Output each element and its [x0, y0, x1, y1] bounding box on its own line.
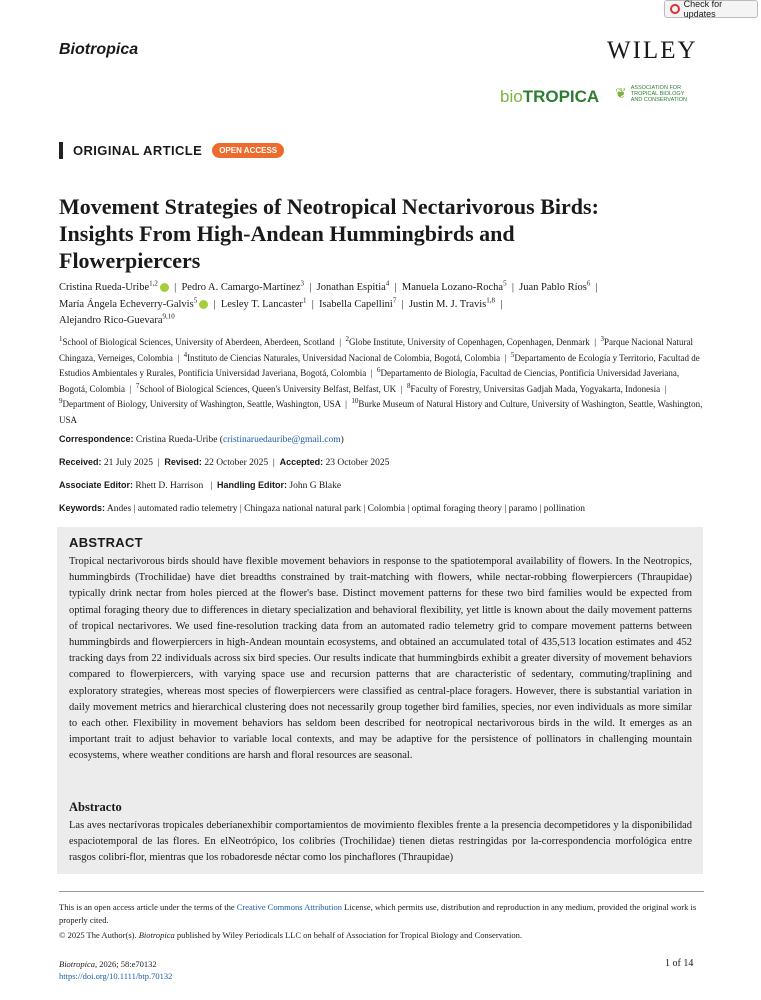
- crossmark-icon: [670, 4, 680, 14]
- atbc-text: ASSOCIATION FOR TROPICAL BIOLOGY AND CONSERVATION: [630, 85, 687, 103]
- copyright: © 2025 The Author(s). Biotropica published by Wiley Periodicals LLC on behalf of Association for Tropical Biology and Conservation.: [59, 930, 523, 940]
- footer-citation: Biotropica, 2026; 58:e70132 https://doi.org/10.1111/btp.70132: [59, 959, 173, 981]
- author[interactable]: Jonathan Espitia$^4$: [316, 279, 390, 293]
- orcid-icon[interactable]: [199, 300, 208, 309]
- abstract-text: Tropical nectarivorous birds should have flexible movement behaviors in response to the spatiotemporal availability of flowers. In the Neotropics, hummingbirds (Trochilidae) have diet breadths constrained by trait-matching with flowers, while nectar-robbing flowerpiercers (Thraupidae) typically drink nectar from holes pierced at the flower's base. Distinct movement patterns for these two bird families would be expected from optimal foraging theory due to differences in dietary specialization and behavioral flexibility, yet little is known about the daily movement patterns of tropical nectarivores. We used fine-resolution tracking data from an automated radio telemetry grid to compare movement patterns between hummingbirds and flowerpiercers in high-Andean mountain ecosystems, and obtained an accumulated total of 435,513 location estimates and 452 tracking days from 22 individuals across six bird species. Our results indicate that hummingbirds exhibit a greater diversity of movement behaviors compared to flowerpiercers, with varying space use and recursion patterns that are characteristic of sedentary, commuting/traplining and exploratory strategies, whereas most species of flowerpiercers were classified as central-place foragers. However, there is substantial variation in daily movement metrics and hierarchical clustering does not necessarily group together bird families, species, nor even individuals as more similar to each other. Flexibility in movement behaviors has seldom been described for neotropical nectarivorous birds in the wild. It emerges as an important trait to adjust behavior to variable local contexts, and may be adaptive for the persistence of pollinators in challenging mountain ecosystems, where weather conditions are harsh and floral resources are seasonal.: [69, 556, 692, 762]
- email-link[interactable]: cristinaruedauribe@gmail.com: [222, 435, 341, 445]
- abstract-heading: ABSTRACT: [69, 535, 143, 550]
- logo-bio: bio: [500, 87, 523, 106]
- footer-divider: [59, 891, 704, 892]
- biotropica-logo: [500, 87, 599, 107]
- orcid-icon[interactable]: [160, 283, 169, 292]
- abstracto-text: Las aves nectarívoras tropicales deberíanexhibir comportamientos de movimiento flexibles frente a la presencia decompetidores y la disponibilidad espaciotemporal de las flores. En elNeotrópico, los colibríes (Trochilidae) tienen dietas restringidas por la-correspondencia morfológica entre rasgos colibrí-flor, mientras que los robadoresde néctar como los pinchaflores (Thraupidae): [69, 820, 692, 864]
- author[interactable]: Lesley T. Lancaster$^1$: [220, 296, 307, 310]
- abstract-box: [57, 527, 703, 874]
- article-type-bar: [59, 142, 63, 159]
- author[interactable]: Cristina Rueda-Uribe$^{1,2}$: [59, 282, 169, 293]
- article-type-label: ORIGINAL ARTICLE: [73, 143, 203, 158]
- atbc-logo: [615, 85, 687, 103]
- cc-license-link[interactable]: Creative Commons Attribution: [236, 902, 343, 912]
- author[interactable]: María Ángela Echeverry-Galvis$^5$: [59, 299, 208, 310]
- author[interactable]: Isabella Capellini$^7$: [319, 296, 397, 310]
- author[interactable]: Manuela Lozano-Rocha$^5$: [401, 279, 507, 293]
- article-title: Movement Strategies of Neotropical Nectarivorous Birds: Insights From High-Andean Hummingbirds and Flowerpiercers: [59, 194, 599, 273]
- logo-tropica: TROPICA: [522, 87, 600, 106]
- article-type: [59, 142, 284, 159]
- correspondence: Correspondence: Cristina Rueda-Uribe (cristinaruedauribe@gmail.com): [59, 434, 344, 445]
- abstracto-heading: Abstracto: [69, 800, 122, 814]
- tree-icon: ❦: [615, 86, 627, 102]
- license-note: This is an open access article under the terms of the Creative Commons Attribution License, which permits use, distribution and reproduction in any medium, provided the original work is properly cited.: [59, 902, 697, 925]
- open-access-badge: OPEN ACCESS: [212, 143, 284, 158]
- publisher-logo: WILEY: [607, 37, 698, 64]
- journal-name: Biotropica: [59, 41, 139, 58]
- author[interactable]: Alejandro Rico-Guevara$^{9,10}$: [59, 312, 175, 326]
- page-number: 1 of 14: [665, 958, 694, 969]
- dates: Received: 21 July 2025 | Revised: 22 October 2025 | Accepted: 23 October 2025: [59, 457, 390, 468]
- check-for-updates-button[interactable]: [664, 0, 758, 18]
- editors: Associate Editor: Rhett D. Harrison | Handling Editor: John G Blake: [59, 480, 342, 491]
- author-list: Cristina Rueda-Uribe$^{1,2}$ | Pedro A. Camargo-Martínez$^3$ | Jonathan Espitia$^4$ | Manuela Lozano-Rocha$^5$ | Juan Pablo Ríos$^6$ | María Ángela Echeverry-Galvis$^5$ | Lesley T. Lancaster$^1$ | Isabella Capellini$^7$ | Justin M. J. Travis$^{1,8}$ | Alejandro Rico-Guevara$^{9,10}$: [59, 279, 598, 326]
- affiliations: $^1$School of Biological Sciences, University of Aberdeen, Aberdeen, Scotland | $^2$Globe Institute, University of Copenhagen, Copenhagen, Denmark | $^3$Parque Nacional Natural Chingaza, Verneiges, Colombia | $^4$Instituto de Ciencias Naturales, Universidad Nacional de Colombia, Bogotá, Colombia | $^5$Departamento de Ecología y Territorio, Facultad de Estudios Ambientales y Rurales, Pontificia Universidad Javeriana, Bogotá, Colombia | $^6$Departamento de Biología, Facultad de Ciencias, Pontificia Universidad Javeriana, Bogotá, Colombia | $^7$School of Biological Sciences, Queen's University Belfast, Belfast, UK | $^8$Faculty of Forestry, Universitas Gadjah Mada, Yogyakarta, Indonesia | $^9$Department of Biology, University of Washington, Seattle, Washington, USA | $^{10}$Burke Museum of Natural History and Culture, University of Washington, Seattle, Washington, USA: [59, 335, 703, 425]
- author[interactable]: Justin M. J. Travis$^{1,8}$: [408, 296, 496, 310]
- doi-link[interactable]: https://doi.org/10.1111/btp.70132: [59, 971, 173, 981]
- author[interactable]: Pedro A. Camargo-Martínez$^3$: [181, 279, 305, 293]
- author[interactable]: Juan Pablo Ríos$^6$: [519, 279, 591, 293]
- keywords: Keywords: Andes | automated radio telemetry | Chingaza national natural park | Colombia | optimal foraging theory | paramo | pollination: [59, 503, 585, 514]
- check-updates-label: Check for updates: [683, 0, 723, 19]
